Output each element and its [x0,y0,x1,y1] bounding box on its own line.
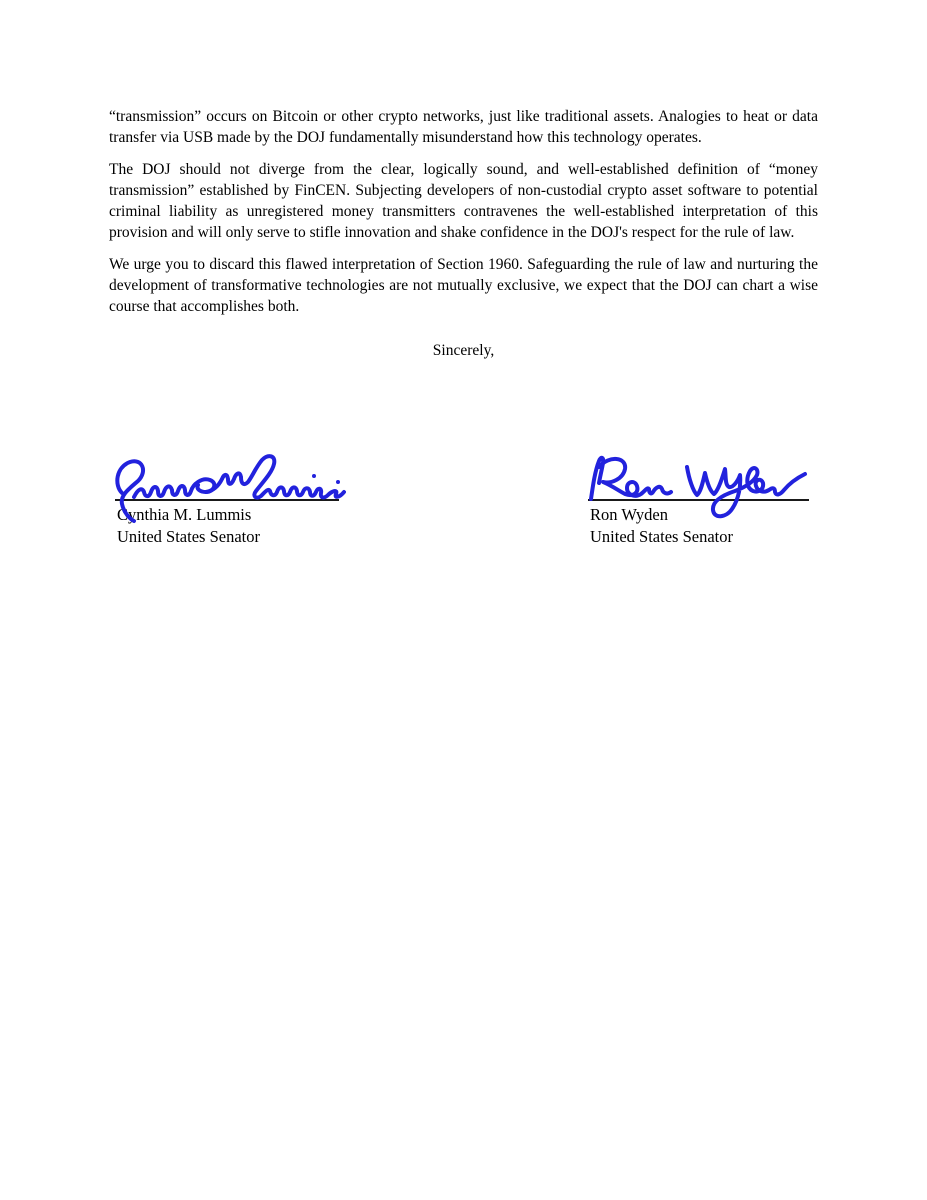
signature-block-wyden [588,499,809,548]
body-paragraph: “transmission” occurs on Bitcoin or other crypto networks, just like traditional assets. Analogies to heat or data transfer via USB made by the DOJ fundamentally misunderstand how this technology operates. [109,108,818,146]
signatory-title: United States Senator [590,527,733,546]
signature-block-lummis [115,499,339,548]
body-paragraph: The DOJ should not diverge from the clear, logically sound, and well-established definition of “money transmission” established by FinCEN. Subjecting developers of non-custodial crypto asset software to potential criminal liability as unregistered money transmitters contravenes the well-established interpretation of this provision and will only serve to stifle innovation and shake confidence in the DOJ's respect for the rule of law. [109,161,818,241]
signature-line [588,499,809,501]
closing-salutation: Sincerely, [432,342,495,359]
signatory-name: Cynthia M. Lummis [117,505,252,524]
signatory-title: United States Senator [117,527,260,546]
signature-line [115,499,339,501]
signatory-name: Ron Wyden [590,505,668,524]
letter-body [109,106,818,372]
body-paragraph: We urge you to discard this flawed interpretation of Section 1960. Safeguarding the rule of law and nurturing the development of transformative technologies are not mutually exclusive, we expect that the DOJ can chart a wise course that accomplishes both. [109,256,818,315]
